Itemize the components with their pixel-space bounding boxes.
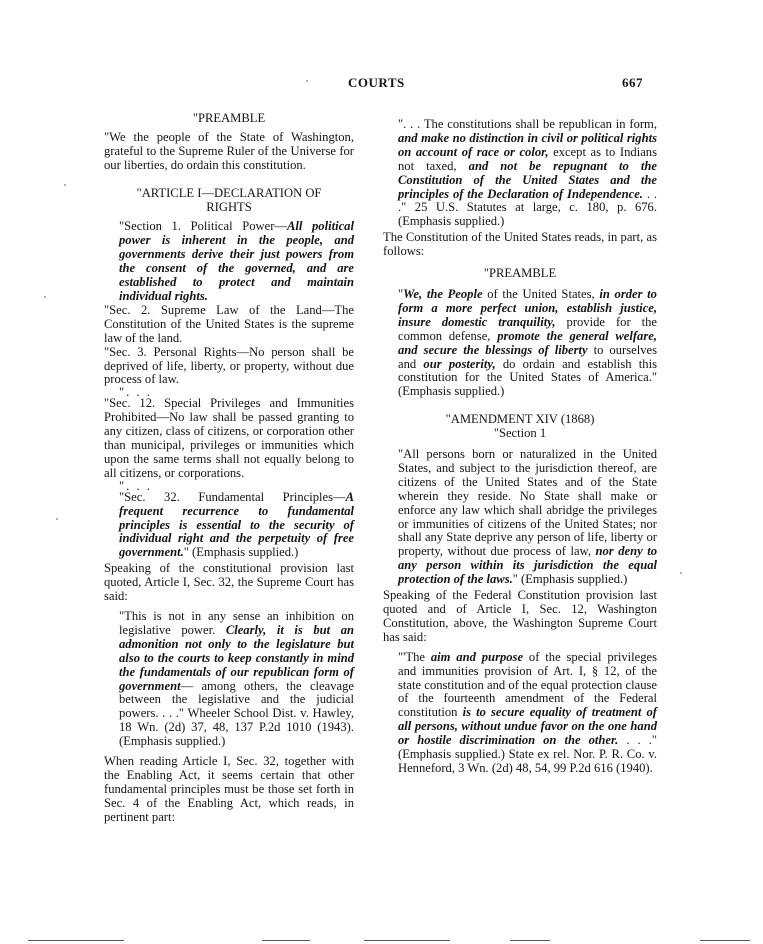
wheeler-quote-emphasis: Clearly, it is but an admonition not only to the legislature but also to the courts to keep constantly in mind the fundamentals of our republican form of government bbox=[119, 622, 354, 693]
section-2: "Sec. 2. Supreme Law of the Land—The Constitution of the United States is the supreme law of the land. bbox=[104, 302, 354, 345]
speaking-paragraph-1: Speaking of the constitutional provision last quoted, Article I, Sec. 32, the Supreme Court has said: bbox=[104, 561, 354, 604]
us-preamble-emphasis-4: our posterity, bbox=[423, 356, 496, 371]
page-number: 667 bbox=[622, 75, 643, 90]
section-32 bbox=[119, 491, 354, 561]
scan-speck bbox=[56, 518, 58, 520]
enabling-quote-start: ". . . The constitutions shall be republican in form, bbox=[398, 117, 657, 131]
wheeler-quote bbox=[119, 610, 354, 749]
us-preamble-emphasis-2: in order to form a more perfect union, establish justice, insure domestic tranquility, bbox=[398, 286, 657, 329]
wheeler-quote-start: "This is not in any sense an inhibition on legislative power. bbox=[119, 609, 354, 637]
amendment-heading: "AMENDMENT XIV (1868) bbox=[445, 412, 595, 427]
section-1-emphasis: All political power is inherent in the people, and governments derive their just powers from the consent of the governed, and are established to protect and maintain individual rights. bbox=[119, 219, 354, 303]
scan-speck bbox=[306, 80, 308, 82]
enabling-act-paragraph: When reading Article I, Sec. 32, together with the Enabling Act, it seems certain that other fundamental principles must be those set forth in Sec. 4 of the Enabling Act, which reads, in pertinent part: bbox=[104, 754, 354, 824]
section-3: "Sec. 3. Personal Rights—No person shall be deprived of life, liberty, or property, without due process of law. bbox=[104, 344, 354, 387]
henneford-quote-start: "'The bbox=[398, 649, 431, 664]
enabling-quote-emphasis-2: and not be repugnant to the Constitution of the United States and the principles of the Declaration of Independence. bbox=[398, 158, 658, 201]
scan-speck bbox=[44, 296, 46, 298]
us-preamble-part-5: do ordain and establish this constitution for the United States of America." (Emphasis supplied.) bbox=[398, 356, 657, 399]
enabling-act-quote bbox=[398, 118, 657, 229]
us-preamble-emphasis-3: promote the general welfare, and secure the blessings of liberty bbox=[398, 328, 657, 357]
scan-edge-line-1 bbox=[28, 940, 124, 941]
left-column bbox=[104, 112, 354, 825]
henneford-quote-middle: of the special privileges and immunities provision of Art. I, § 12, of the state constitution and of the equal protection clause of the fourteenth amendment of the Federal constitution bbox=[398, 649, 657, 720]
amendment-text-emphasis: nor deny to any person within its jurisdiction the equal protection of the laws. bbox=[398, 544, 657, 587]
amendment-text-end: " (Emphasis supplied.) bbox=[512, 572, 628, 587]
enabling-quote-middle: except as to Indians not taxed, bbox=[398, 144, 657, 173]
ellipsis-2: ". . . bbox=[119, 478, 152, 493]
wa-preamble-text: "We the people of the State of Washington, grateful to the Supreme Ruler of the Universe for our liberties, do ordain this constitution. bbox=[104, 129, 354, 172]
scan-speck bbox=[64, 184, 66, 186]
scan-speck bbox=[680, 572, 682, 574]
section-12: "Sec. 12. Special Privileges and Immunities Prohibited—No law shall be passed granting to any citizen, class of citizens, or corporation other than municipal, privileges or immunities which upon the same terms shall not equally belong to all citizens, or corporations. bbox=[104, 396, 354, 480]
amendment-text bbox=[398, 448, 657, 587]
section-1-lead: "Section 1. Political Power— bbox=[119, 219, 287, 234]
henneford-quote bbox=[398, 651, 657, 776]
us-preamble-part-3: provide for the common defense, bbox=[398, 314, 657, 343]
scan-edge-line-5 bbox=[700, 940, 750, 941]
wa-preamble-heading: "PREAMBLE bbox=[192, 111, 266, 125]
amendment-section-heading: "Section 1 bbox=[493, 426, 547, 441]
section-32-lead: "Sec. 32. Fundamental Principles— bbox=[119, 489, 346, 504]
us-preamble-part-2: of the United States, bbox=[482, 286, 600, 301]
enabling-quote-emphasis-1: and make no distinction in civil or political rights on account of race or color, bbox=[398, 130, 657, 159]
running-head bbox=[0, 75, 763, 95]
us-constitution-intro: The Constitution of the United States reads, in part, as follows: bbox=[383, 230, 657, 259]
speaking-paragraph-2: Speaking of the Federal Constitution provision last quoted and of Article I, Sec. 12, Washington Constitution, above, the Washington Supreme Court has said: bbox=[383, 588, 657, 644]
article-heading: "ARTICLE I—DECLARATION OF RIGHTS bbox=[136, 185, 322, 214]
scan-edge-line-2 bbox=[262, 940, 310, 941]
scan-edge-line-3 bbox=[364, 940, 450, 941]
enabling-quote-citation: . . ." 25 U.S. Statutes at large, c. 180, p. 676. (Emphasis supplied.) bbox=[398, 186, 657, 229]
right-column bbox=[383, 118, 657, 776]
us-preamble-part-4: to ourselves and bbox=[398, 342, 657, 371]
us-preamble-heading: "PREAMBLE bbox=[483, 266, 557, 281]
section-32-emphasis: A frequent recurrence to fundamental principles is essential to the security of individual right and the perpetuity of free government. bbox=[119, 489, 354, 560]
amendment-text-start: "All persons born or naturalized in the United States, and subject to the jurisdiction thereof, are citizens of the United States and of the State wherein they reside. No State shall make or enforce any law which shall abridge the privileges or immunities of citizens of the United States; nor shall any State deprive any person of life, liberty or property, without due process of law, bbox=[398, 447, 657, 559]
ellipsis-1: ". . . bbox=[119, 385, 152, 400]
us-preamble-open-quote: " bbox=[398, 286, 404, 301]
running-head-title: COURTS bbox=[348, 75, 405, 90]
henneford-quote-emphasis-2: is to secure equality of treatment of all persons, without undue favor on the one hand or hostile discrimination on the other. bbox=[398, 705, 657, 748]
scan-edge-line-4 bbox=[510, 940, 550, 941]
us-preamble-text bbox=[398, 288, 657, 399]
section-1 bbox=[119, 220, 354, 303]
section-32-tail: " (Emphasis supplied.) bbox=[183, 545, 299, 560]
henneford-quote-citation: . . ." (Emphasis supplied.) State ex rel. Nor. P. R. Co. v. Henneford, 3 Wn. (2d) 48, 54, 99 P.2d 616 (1940). bbox=[398, 733, 657, 775]
wheeler-quote-end: — among others, the cleavage between the legislative and the judicial powers. . . ." Wheeler School Dist. v. Hawley, 18 Wn. (2d) 37, 48, 137 P.2d 1010 (1943). (Emphasis supplied.) bbox=[119, 678, 354, 749]
us-preamble-emphasis-1: We, the People bbox=[403, 286, 483, 301]
henneford-quote-emphasis-1: aim and purpose bbox=[430, 649, 524, 664]
